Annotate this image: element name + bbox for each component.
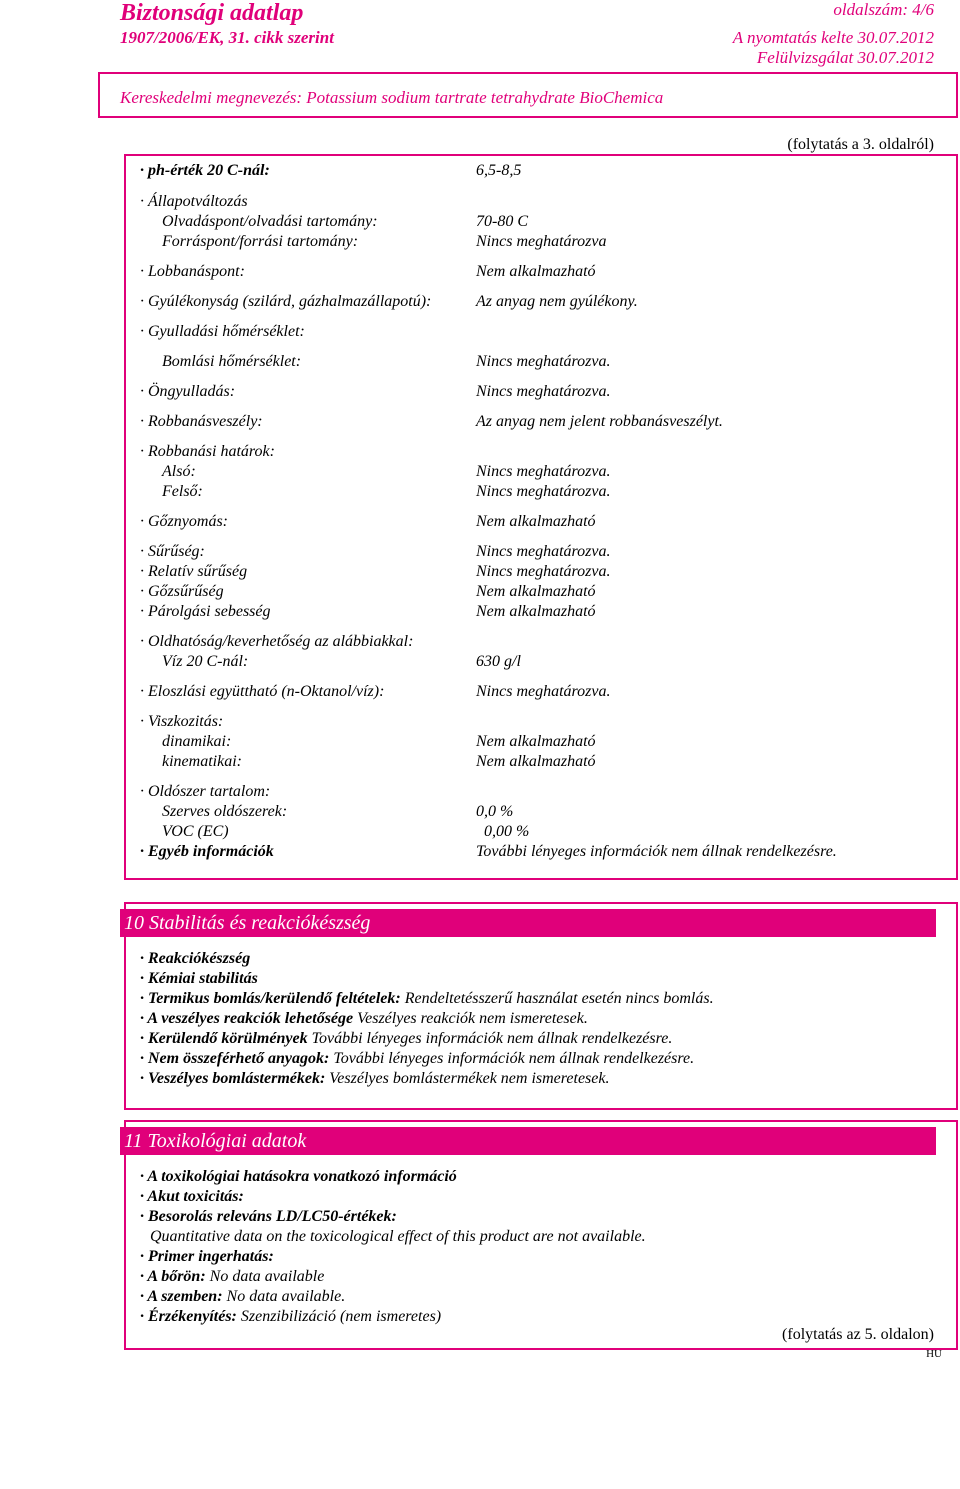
property-value: Nincs meghatározva. <box>476 463 611 480</box>
property-value: Nincs meghatározva. <box>476 683 611 700</box>
property-label: · Öngyulladás: <box>140 383 236 400</box>
property-label: Bomlási hőmérséklet: <box>162 353 302 370</box>
line-text: No data available. <box>222 1288 346 1305</box>
property-label: · Párolgási sebesség <box>140 603 271 620</box>
property-label: Felső: <box>162 483 203 500</box>
section-line <box>140 1188 244 1206</box>
property-value: Nincs meghatározva. <box>476 543 611 560</box>
line-label: · Veszélyes bomlástermékek: <box>140 1070 326 1087</box>
property-value: Nincs meghatározva. <box>476 353 611 370</box>
section-10-heading-text: 10 Stabilitás és reakciókészség <box>124 912 371 934</box>
language-code: HU <box>926 1348 942 1360</box>
line-text: Veszélyes bomlástermékek nem ismeretesek. <box>325 1070 610 1087</box>
property-value: Nincs meghatározva. <box>476 383 611 400</box>
section-line <box>140 970 258 988</box>
property-label: · Relatív sűrűség <box>140 563 248 580</box>
revision-date: Felülvizsgálat 30.07.2012 <box>756 48 934 67</box>
property-label: Olvadáspont/olvadási tartomány: <box>162 213 378 230</box>
property-label: · Állapotváltozás <box>140 193 248 210</box>
section-line <box>140 990 714 1008</box>
property-label: dinamikai: <box>162 733 232 750</box>
line-text: Szenzibilizáció (nem ismeretes) <box>236 1308 442 1325</box>
property-value: 6,5-8,5 <box>476 162 522 179</box>
continued-on-note: (folytatás az 5. oldalon) <box>782 1326 934 1343</box>
trade-name: Kereskedelmi megnevezés: Potassium sodium tartrate tetrahydrate BioChemica <box>120 88 664 107</box>
property-label: Víz 20 C-nál: <box>162 653 249 670</box>
property-label: · Gyúlékonyság (szilárd, gázhalmazállapotú): <box>140 293 432 310</box>
regulation-reference: 1907/2006/EK, 31. cikk szerint <box>120 28 334 47</box>
property-label: · Oldószer tartalom: <box>140 783 271 800</box>
property-label: · Eloszlási együttható (n-Oktanol/víz): <box>140 683 385 700</box>
section-line <box>140 1050 694 1068</box>
section-line <box>140 1268 324 1286</box>
section-line <box>140 1208 397 1226</box>
line-label: · Termikus bomlás/kerülendő feltételek: <box>140 990 401 1007</box>
property-value: 0,0 % <box>476 803 514 820</box>
line-text: További lényeges információk nem állnak rendelkezésre. <box>307 1030 673 1047</box>
print-date: A nyomtatás kelte 30.07.2012 <box>732 28 934 47</box>
property-label: · Robbanásveszély: <box>140 413 263 430</box>
property-label: · Viszkozitás: <box>140 713 224 730</box>
property-value: További lényeges információk nem állnak rendelkezésre. <box>476 843 837 860</box>
line-label: · Reakciókészség <box>140 950 251 967</box>
property-value: 70-80 C <box>476 213 528 230</box>
property-value: Az anyag nem jelent robbanásveszélyt. <box>476 413 723 430</box>
section-10-heading <box>120 909 936 937</box>
section-line <box>140 1248 274 1266</box>
property-label: VOC (EC) <box>162 823 229 840</box>
property-value: 0,00 % <box>484 823 530 840</box>
property-label: · Lobbanáspont: <box>140 263 245 280</box>
document-title: Biztonsági adatlap <box>120 0 304 26</box>
property-value: Nem alkalmazható <box>476 513 596 530</box>
property-value: Nem alkalmazható <box>476 583 596 600</box>
line-text: No data available <box>205 1268 325 1285</box>
section-11-heading <box>120 1127 936 1155</box>
section-line <box>140 1168 457 1186</box>
property-label: Szerves oldószerek: <box>162 803 288 820</box>
property-label: Alsó: <box>162 463 196 480</box>
property-label: · Gyulladási hőmérséklet: <box>140 323 305 340</box>
section-line <box>140 1030 672 1048</box>
property-value: 630 g/l <box>476 653 521 670</box>
property-label: · Sűrűség: <box>140 543 205 560</box>
property-label: · Robbanási határok: <box>140 443 275 460</box>
property-value: Nincs meghatározva <box>476 233 607 250</box>
section-line <box>150 1228 646 1246</box>
line-label: · Nem összeférhető anyagok: <box>140 1050 330 1067</box>
property-label: Forráspont/forrási tartomány: <box>162 233 359 250</box>
line-label: · Akut toxicitás: <box>140 1188 244 1205</box>
property-value: Nincs meghatározva. <box>476 563 611 580</box>
section-11-heading-text: 11 Toxikológiai adatok <box>124 1130 307 1152</box>
line-label: · A szemben: <box>140 1288 223 1305</box>
section-line <box>140 1070 609 1088</box>
line-label: · A bőrön: <box>140 1268 206 1285</box>
line-text: Veszélyes reakciók nem ismeretesek. <box>353 1010 588 1027</box>
property-value: Nem alkalmazható <box>476 753 596 770</box>
line-label: · Kerülendő körülmények <box>140 1030 308 1047</box>
section-line <box>140 1010 588 1028</box>
property-value: Nem alkalmazható <box>476 733 596 750</box>
section-line <box>140 1308 441 1326</box>
line-text: További lényeges információk nem állnak rendelkezésre. <box>329 1050 695 1067</box>
line-label: · Érzékenyítés: <box>140 1308 237 1325</box>
line-label: · Kémiai stabilitás <box>140 970 258 987</box>
page-number: oldalszám: 4/6 <box>833 0 934 19</box>
property-label: · Egyéb információk <box>140 843 274 860</box>
continued-from-note: (folytatás a 3. oldalról) <box>787 136 934 153</box>
line-text: Quantitative data on the toxicological effect of this product are not available. <box>150 1228 646 1245</box>
property-value: Nem alkalmazható <box>476 603 596 620</box>
property-value: Nincs meghatározva. <box>476 483 611 500</box>
property-value: Az anyag nem gyúlékony. <box>476 293 638 310</box>
property-label: · Oldhatóság/keverhetőség az alábbiakkal: <box>140 633 414 650</box>
property-label: · Gőznyomás: <box>140 513 228 530</box>
line-label: · A toxikológiai hatásokra vonatkozó információ <box>140 1168 457 1185</box>
line-label: · Primer ingerhatás: <box>140 1248 274 1265</box>
section-line <box>140 1288 345 1306</box>
line-label: · Besorolás releváns LD/LC50-értékek: <box>140 1208 397 1225</box>
property-label: · Gőzsűrűség <box>140 583 224 600</box>
section-line <box>140 950 250 968</box>
property-label: kinematikai: <box>162 753 242 770</box>
line-text: Rendeltetésszerű használat esetén nincs bomlás. <box>400 990 714 1007</box>
property-label: · ph-érték 20 C-nál: <box>140 162 270 179</box>
property-value: Nem alkalmazható <box>476 263 596 280</box>
line-label: · A veszélyes reakciók lehetősége <box>140 1010 354 1027</box>
